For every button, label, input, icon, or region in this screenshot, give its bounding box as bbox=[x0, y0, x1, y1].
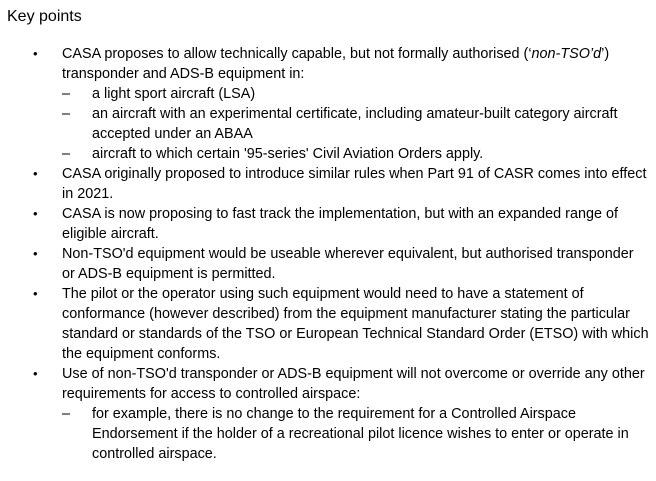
key-points-list bbox=[0, 44, 656, 464]
sub-list-item bbox=[62, 144, 650, 164]
item-text: Use of non-TSO'd transponder or ADS-B equipment will not overcome or override any other requirements for access to controlled airspace: bbox=[62, 366, 645, 402]
bullet-icon: • bbox=[33, 286, 38, 301]
bullet-icon: • bbox=[33, 366, 38, 381]
dash-icon: – bbox=[62, 106, 71, 122]
dash-icon: – bbox=[62, 146, 71, 162]
sub-item-text: for example, there is no change to the requirement for a Controlled Airspace Endorsement if the holder of a recreational pilot licence wishes to enter or operate in controlled airspace. bbox=[92, 406, 629, 462]
item-text-post: ’) transponder and ADS-B equipment in: bbox=[62, 46, 610, 82]
bullet-icon: • bbox=[33, 46, 38, 61]
item-text-emphasis: non-TSO’d bbox=[531, 46, 602, 62]
sub-list-item bbox=[62, 404, 650, 464]
sub-list-item bbox=[62, 84, 650, 104]
item-text-pre: CASA proposes to allow technically capable, but not formally authorised (‘ bbox=[62, 46, 532, 62]
list-item bbox=[0, 204, 656, 244]
sub-list-item bbox=[62, 104, 650, 144]
item-text: CASA originally proposed to introduce similar rules when Part 91 of CASR comes into effect in 2021. bbox=[62, 166, 647, 202]
bullet-icon: • bbox=[33, 166, 38, 181]
list-item bbox=[0, 244, 656, 284]
sub-item-text: an aircraft with an experimental certificate, including amateur-built category aircraft accepted under an ABAA bbox=[92, 106, 618, 142]
sub-item-text: aircraft to which certain '95-series' Civil Aviation Orders apply. bbox=[92, 146, 484, 162]
list-item bbox=[0, 284, 656, 364]
key-points-heading: Key points bbox=[7, 8, 82, 25]
sub-item-text: a light sport aircraft (LSA) bbox=[92, 86, 256, 102]
item-text: CASA is now proposing to fast track the implementation, but with an expanded range of eligible aircraft. bbox=[62, 206, 618, 242]
list-item bbox=[0, 44, 656, 164]
dash-icon: – bbox=[62, 406, 71, 422]
list-item bbox=[0, 364, 656, 464]
list-item bbox=[0, 164, 656, 204]
dash-icon: – bbox=[62, 86, 71, 102]
item-text: Non-TSO'd equipment would be useable wherever equivalent, but authorised transponder or ADS-B equipment is permitted. bbox=[62, 246, 634, 282]
bullet-icon: • bbox=[33, 206, 38, 221]
bullet-icon: • bbox=[33, 246, 38, 261]
item-text: The pilot or the operator using such equipment would need to have a statement of conformance (however described) from the equipment manufacturer stating the particular standard or standards of the TSO or European Technical Standard Order (ETSO) with which the equipment conforms. bbox=[62, 286, 649, 362]
